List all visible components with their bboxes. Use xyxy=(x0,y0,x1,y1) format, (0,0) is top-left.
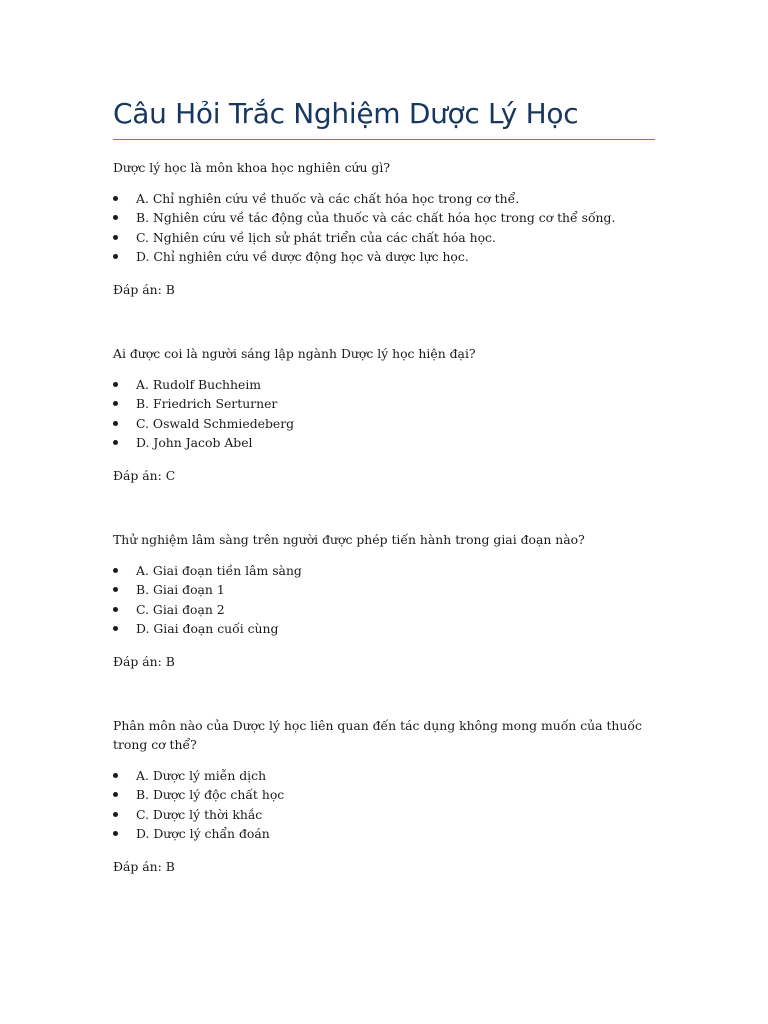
options-list xyxy=(113,375,655,452)
option-text: D. John Jacob Abel xyxy=(136,434,253,450)
answer-text: Đáp án: B xyxy=(113,282,175,298)
option-item xyxy=(113,208,655,227)
bullet-icon xyxy=(113,587,118,592)
bullet-icon xyxy=(113,235,118,240)
option-item xyxy=(113,433,655,452)
bullet-icon xyxy=(113,196,118,201)
option-item xyxy=(113,824,655,843)
option-text: A. Chỉ nghiên cứu về thuốc và các chất hóa học trong cơ thể. xyxy=(136,191,520,206)
options-list xyxy=(113,189,655,266)
answer-text: Đáp án: B xyxy=(113,654,175,670)
option-item xyxy=(113,189,655,208)
option-item xyxy=(113,375,655,394)
option-text: A. Rudolf Buchheim xyxy=(136,377,262,392)
bullet-icon xyxy=(113,401,118,406)
option-item xyxy=(113,228,655,247)
option-text: A. Giai đoạn tiền lâm sàng xyxy=(136,563,302,578)
question-text: Phân môn nào của Dược lý học liên quan đến tác dụng không mong muốn của thuốc trong cơ thể? xyxy=(113,718,642,752)
options-list xyxy=(113,561,655,638)
title-underline xyxy=(113,139,655,140)
option-item xyxy=(113,600,655,619)
option-text: C. Oswald Schmiedeberg xyxy=(136,415,295,431)
option-item xyxy=(113,785,655,804)
option-text: C. Nghiên cứu về lịch sử phát triển của các chất hóa học. xyxy=(136,229,496,245)
bullet-icon xyxy=(113,568,118,573)
bullet-icon xyxy=(113,773,118,778)
bullet-icon xyxy=(113,626,118,631)
answer-text: Đáp án: C xyxy=(113,468,176,484)
document-title: Câu Hỏi Trắc Nghiệm Dược Lý Học xyxy=(113,97,579,130)
bullet-icon xyxy=(113,792,118,797)
option-text: D. Chỉ nghiên cứu về dược động học và dược lực học. xyxy=(136,248,469,264)
question-block-3 xyxy=(113,530,655,671)
bullet-icon xyxy=(113,215,118,220)
option-text: C. Giai đoạn 2 xyxy=(136,601,225,617)
option-item xyxy=(113,766,655,785)
option-text: D. Dược lý chẩn đoán xyxy=(136,825,270,841)
question-text: Dược lý học là môn khoa học nghiên cứu gì? xyxy=(113,160,390,175)
option-text: B. Giai đoạn 1 xyxy=(136,582,225,598)
option-item xyxy=(113,619,655,638)
bullet-icon xyxy=(113,382,118,387)
bullet-icon xyxy=(113,440,118,445)
option-item xyxy=(113,394,655,413)
option-item xyxy=(113,247,655,266)
option-item xyxy=(113,805,655,824)
option-text: B. Dược lý độc chất học xyxy=(136,787,285,803)
option-text: B. Friedrich Serturner xyxy=(136,396,278,412)
question-text: Thử nghiệm lâm sàng trên người được phép tiến hành trong giai đoạn nào? xyxy=(113,532,585,547)
bullet-icon xyxy=(113,607,118,612)
bullet-icon xyxy=(113,254,118,259)
options-list xyxy=(113,766,655,843)
option-text: D. Giai đoạn cuối cùng xyxy=(136,620,279,636)
bullet-icon xyxy=(113,831,118,836)
option-text: C. Dược lý thời khắc xyxy=(136,806,263,822)
option-text: B. Nghiên cứu về tác động của thuốc và các chất hóa học trong cơ thể sống. xyxy=(136,210,616,226)
question-text: Ai được coi là người sáng lập ngành Dược lý học hiện đại? xyxy=(113,346,476,361)
answer-text: Đáp án: B xyxy=(113,859,175,875)
question-block-1 xyxy=(113,158,655,299)
question-block-4 xyxy=(113,716,655,876)
option-item xyxy=(113,580,655,599)
bullet-icon xyxy=(113,421,118,426)
option-item xyxy=(113,414,655,433)
option-item xyxy=(113,561,655,580)
question-block-2 xyxy=(113,344,655,485)
option-text: A. Dược lý miễn dịch xyxy=(136,768,267,783)
bullet-icon xyxy=(113,812,118,817)
